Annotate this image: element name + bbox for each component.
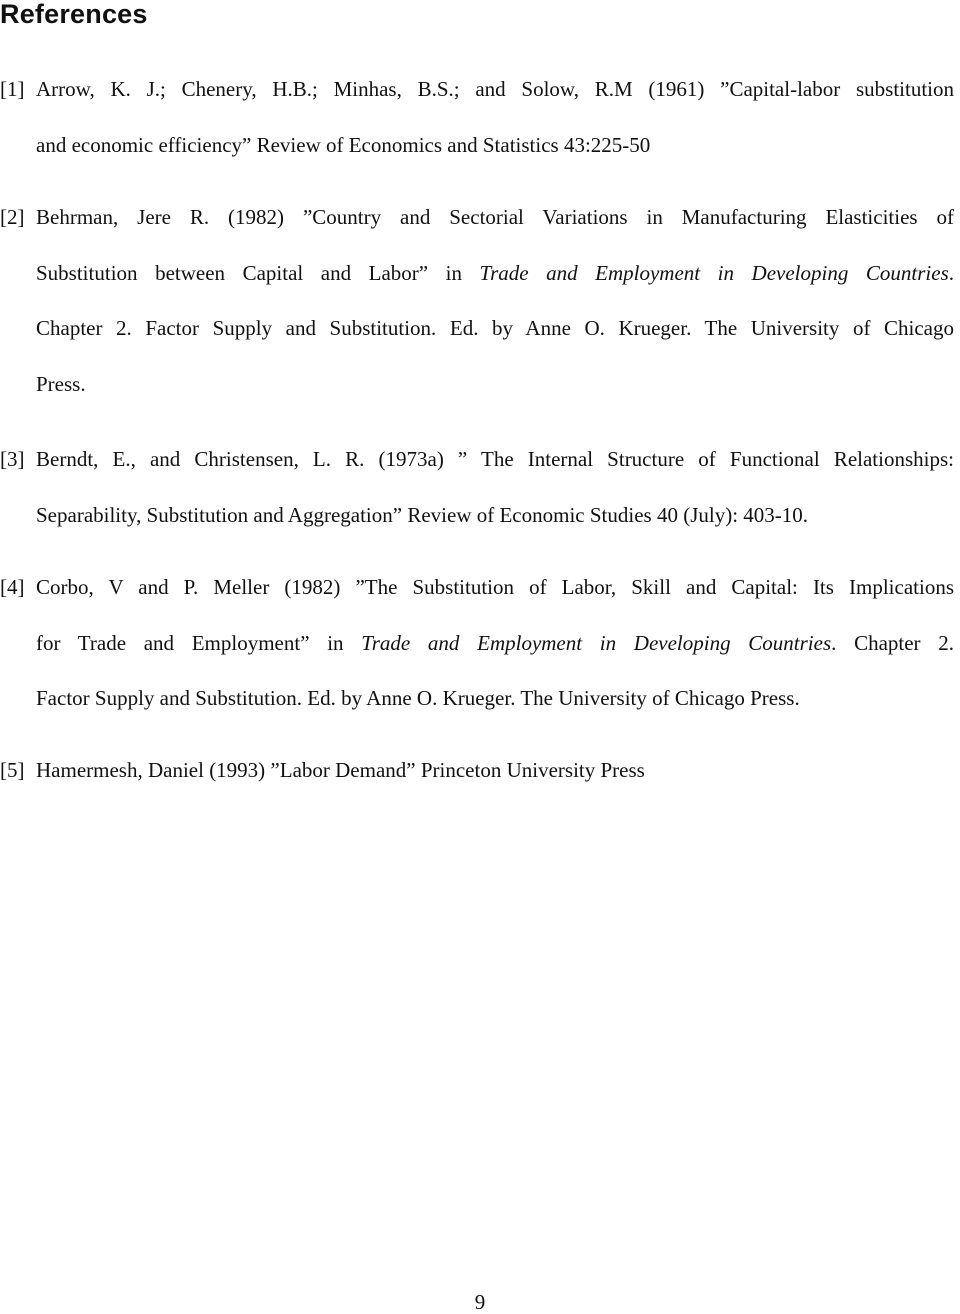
reference-number: [1] bbox=[0, 77, 25, 101]
reference-text: Press. bbox=[36, 371, 86, 396]
reference-number: [5] bbox=[0, 758, 25, 782]
reference-entry bbox=[0, 190, 960, 412]
reference-text: Arrow, K. J.; Chenery, H.B.; Minhas, B.S.; and Solow, R.M (1961) ”Capital-labor substitution bbox=[36, 77, 954, 101]
reference-line bbox=[0, 616, 954, 672]
reference-line bbox=[0, 301, 954, 357]
reference-italic-title: Trade and Employment in Developing Countries bbox=[479, 260, 949, 285]
reference-line bbox=[0, 118, 960, 174]
reference-text: Chapter 2. Factor Supply and Substitution. Ed. by Anne O. Krueger. The University of Chicago bbox=[36, 316, 954, 340]
reference-line bbox=[0, 743, 960, 799]
reference-text: Hamermesh, Daniel (1993) ”Labor Demand” Princeton University Press bbox=[36, 758, 645, 782]
reference-entry bbox=[0, 62, 960, 173]
reference-number: [4] bbox=[0, 575, 25, 599]
reference-text: Berndt, E., and Christensen, L. R. (1973a) ” The Internal Structure of Functional Relationships: bbox=[36, 447, 954, 471]
reference-text: Behrman, Jere R. (1982) ”Country and Sectorial Variations in Manufacturing Elasticities of bbox=[36, 205, 954, 229]
reference-text: . bbox=[948, 260, 954, 285]
reference-italic-title: Trade and Employment in Developing Countries bbox=[361, 630, 832, 655]
reference-text: Corbo, V and P. Meller (1982) ”The Substitution of Labor, Skill and Capital: Its Implications bbox=[36, 575, 954, 599]
reference-line bbox=[0, 560, 954, 616]
reference-line bbox=[0, 671, 960, 727]
reference-text: Substitution between Capital and Labor” in bbox=[36, 260, 480, 285]
reference-text: and economic efficiency” Review of Economics and Statistics 43:225-50 bbox=[36, 132, 651, 157]
reference-entry bbox=[0, 743, 960, 799]
reference-text: Factor Supply and Substitution. Ed. by Anne O. Krueger. The University of Chicago Press. bbox=[36, 686, 800, 710]
reference-number: [3] bbox=[0, 447, 25, 471]
reference-line bbox=[0, 246, 954, 302]
reference-line bbox=[0, 488, 960, 544]
references-heading: References bbox=[0, 0, 148, 29]
reference-entry bbox=[0, 560, 960, 727]
page-number: 9 bbox=[474, 1290, 486, 1314]
reference-text: for Trade and Employment” in bbox=[36, 630, 362, 655]
reference-text: Separability, Substitution and Aggregation” Review of Economic Studies 40 (July): 403-10. bbox=[36, 502, 809, 527]
reference-line bbox=[0, 357, 960, 413]
reference-line bbox=[0, 432, 954, 488]
reference-entry bbox=[0, 432, 960, 543]
reference-line bbox=[0, 190, 954, 246]
reference-text: . Chapter 2. bbox=[831, 630, 954, 655]
reference-line bbox=[0, 62, 954, 118]
reference-number: [2] bbox=[0, 205, 25, 229]
